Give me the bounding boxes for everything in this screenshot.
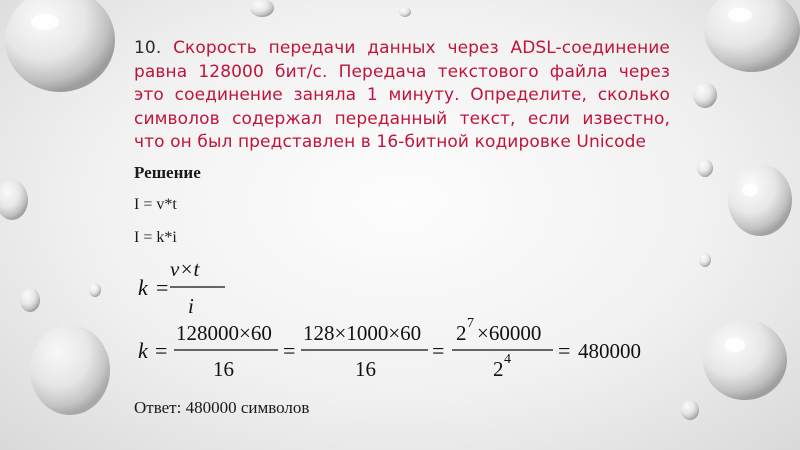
formula-k-computation — [138, 316, 641, 381]
task-body: Скорость передачи данных через ADSL-соединение равна 128000 бит/с. Передача текстового файла через это соединение заняла 1 минуту. Определите, сколько символов содержал переданный текст, если известно, что он был представлен в 16-битной кодировке Unicode — [134, 38, 670, 152]
eq2-frac3-den-base: 2 — [493, 357, 504, 381]
eq1-equals: = — [156, 275, 169, 300]
eq2-frac1-den: 16 — [213, 357, 234, 381]
eq2-frac3-num-base: 2 — [456, 321, 467, 345]
eq1-denominator: i — [188, 294, 194, 318]
eq2-equals-2: = — [283, 338, 296, 363]
eq2-lhs: k — [138, 338, 148, 363]
eq2-equals-1: = — [155, 338, 168, 363]
eq2-frac2-den: 16 — [355, 357, 376, 381]
eq2-result: 480000 — [578, 339, 641, 363]
eq2-equals-4: = — [558, 338, 571, 363]
eq2-frac3-num-exp: 7 — [467, 316, 474, 331]
formula-chars: I = k*i — [134, 229, 177, 246]
answer-text: Ответ: 480000 символов — [134, 398, 310, 417]
eq2-equals-3: = — [432, 338, 445, 363]
formula-k-fraction — [138, 257, 225, 318]
eq2-frac1-num: 128000×60 — [176, 321, 272, 345]
eq2-frac3-num-rest: ×60000 — [477, 321, 542, 345]
formula-volume: I = v*t — [134, 196, 177, 213]
eq2-frac3-den-exp: 4 — [504, 352, 511, 367]
task-number: 10. — [134, 38, 162, 58]
eq1-numerator: v×t — [170, 257, 200, 281]
solution-heading: Решение — [134, 163, 201, 182]
eq2-frac2-num: 128×1000×60 — [303, 321, 422, 345]
eq1-lhs: k — [138, 275, 148, 300]
